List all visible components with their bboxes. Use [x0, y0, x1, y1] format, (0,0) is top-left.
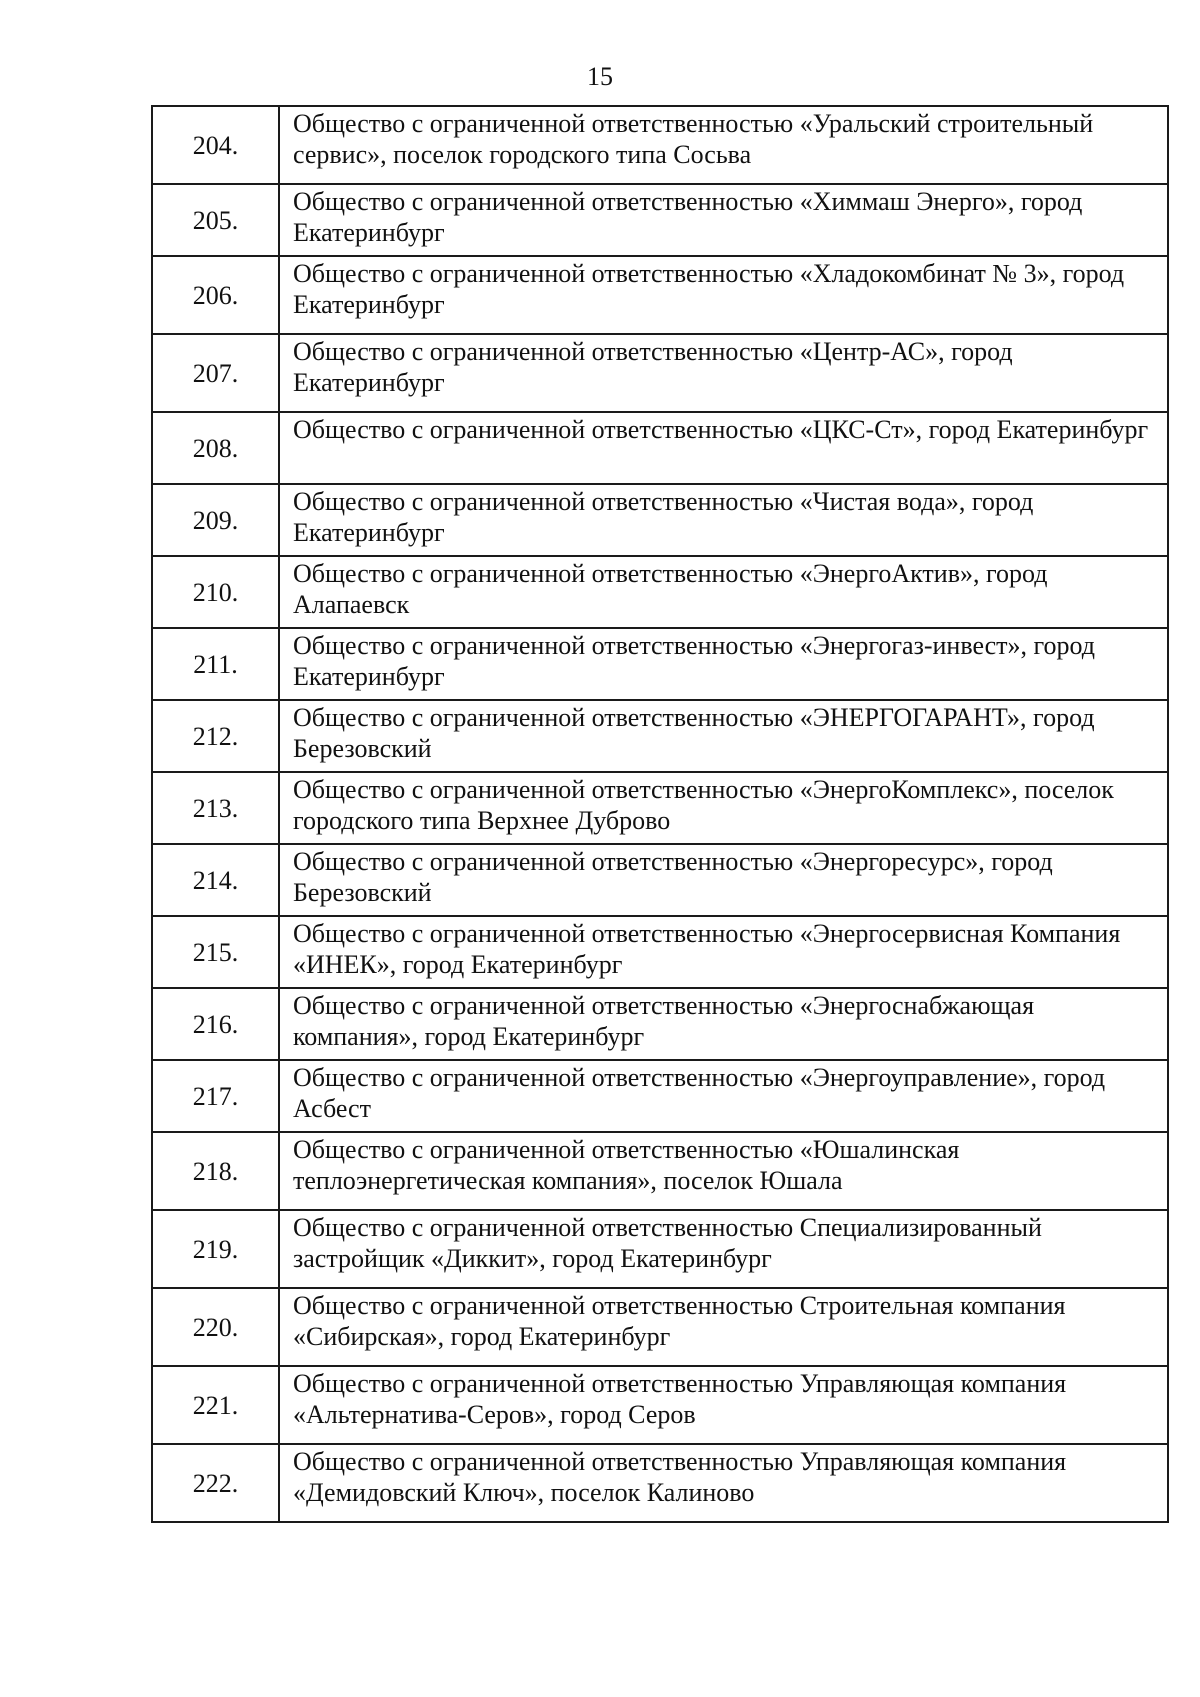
organization-name: Общество с ограниченной ответственностью Управляющая компания «Демидовский Ключ», поселок Калиново — [279, 1444, 1168, 1522]
table-row — [152, 988, 1168, 1060]
row-number: 221. — [152, 1366, 279, 1444]
organizations-table — [151, 105, 1169, 1523]
table-row — [152, 1444, 1168, 1522]
table-row — [152, 628, 1168, 700]
row-number: 209. — [152, 484, 279, 556]
table-row — [152, 1060, 1168, 1132]
table-row — [152, 844, 1168, 916]
organization-name: Общество с ограниченной ответственностью «Чистая вода», город Екатеринбург — [279, 484, 1168, 556]
row-number: 214. — [152, 844, 279, 916]
row-number: 205. — [152, 184, 279, 256]
organization-name: Общество с ограниченной ответственностью «Юшалинская теплоэнергетическая компания», поселок Юшала — [279, 1132, 1168, 1210]
row-number: 218. — [152, 1132, 279, 1210]
row-number: 208. — [152, 412, 279, 484]
organization-name: Общество с ограниченной ответственностью Управляющая компания «Альтернатива-Серов», город Серов — [279, 1366, 1168, 1444]
row-number: 206. — [152, 256, 279, 334]
row-number: 222. — [152, 1444, 279, 1522]
table-row — [152, 256, 1168, 334]
row-number: 217. — [152, 1060, 279, 1132]
table-row — [152, 1210, 1168, 1288]
table-row — [152, 1132, 1168, 1210]
table-row — [152, 1288, 1168, 1366]
organization-name: Общество с ограниченной ответственностью «Хладокомбинат № 3», город Екатеринбург — [279, 256, 1168, 334]
row-number: 212. — [152, 700, 279, 772]
table-row — [152, 334, 1168, 412]
organization-name: Общество с ограниченной ответственностью «ЭнергоАктив», город Алапаевск — [279, 556, 1168, 628]
organization-name: Общество с ограниченной ответственностью «Энергоресурс», город Березовский — [279, 844, 1168, 916]
table-row — [152, 106, 1168, 184]
row-number: 215. — [152, 916, 279, 988]
row-number: 216. — [152, 988, 279, 1060]
row-number: 220. — [152, 1288, 279, 1366]
table-row — [152, 484, 1168, 556]
organization-name: Общество с ограниченной ответственностью «ЦКС-Ст», город Екатеринбург — [279, 412, 1168, 484]
organization-name: Общество с ограниченной ответственностью «ЭнергоКомплекс», поселок городского типа Верхнее Дуброво — [279, 772, 1168, 844]
row-number: 207. — [152, 334, 279, 412]
table-row — [152, 184, 1168, 256]
organization-name: Общество с ограниченной ответственностью «Уральский строительный сервис», поселок городского типа Сосьва — [279, 106, 1168, 184]
table-row — [152, 916, 1168, 988]
table-row — [152, 700, 1168, 772]
organization-name: Общество с ограниченной ответственностью «Энергоуправление», город Асбест — [279, 1060, 1168, 1132]
organization-name: Общество с ограниченной ответственностью Специализированный застройщик «Диккит», город Екатеринбург — [279, 1210, 1168, 1288]
organization-name: Общество с ограниченной ответственностью «Энергоснабжающая компания», город Екатеринбург — [279, 988, 1168, 1060]
row-number: 211. — [152, 628, 279, 700]
table-row — [152, 412, 1168, 484]
table-row — [152, 772, 1168, 844]
row-number: 210. — [152, 556, 279, 628]
row-number: 219. — [152, 1210, 279, 1288]
page-number: 15 — [587, 62, 613, 91]
row-number: 213. — [152, 772, 279, 844]
organization-name: Общество с ограниченной ответственностью «Энергогаз-инвест», город Екатеринбург — [279, 628, 1168, 700]
organization-name: Общество с ограниченной ответственностью «Энергосервисная Компания «ИНЕК», город Екатеринбург — [279, 916, 1168, 988]
organization-name: Общество с ограниченной ответственностью Строительная компания «Сибирская», город Екатеринбург — [279, 1288, 1168, 1366]
table-row — [152, 1366, 1168, 1444]
table-row — [152, 556, 1168, 628]
organization-name: Общество с ограниченной ответственностью «ЭНЕРГОГАРАНТ», город Березовский — [279, 700, 1168, 772]
row-number: 204. — [152, 106, 279, 184]
organization-name: Общество с ограниченной ответственностью «Химмаш Энерго», город Екатеринбург — [279, 184, 1168, 256]
organization-name: Общество с ограниченной ответственностью «Центр-АС», город Екатеринбург — [279, 334, 1168, 412]
